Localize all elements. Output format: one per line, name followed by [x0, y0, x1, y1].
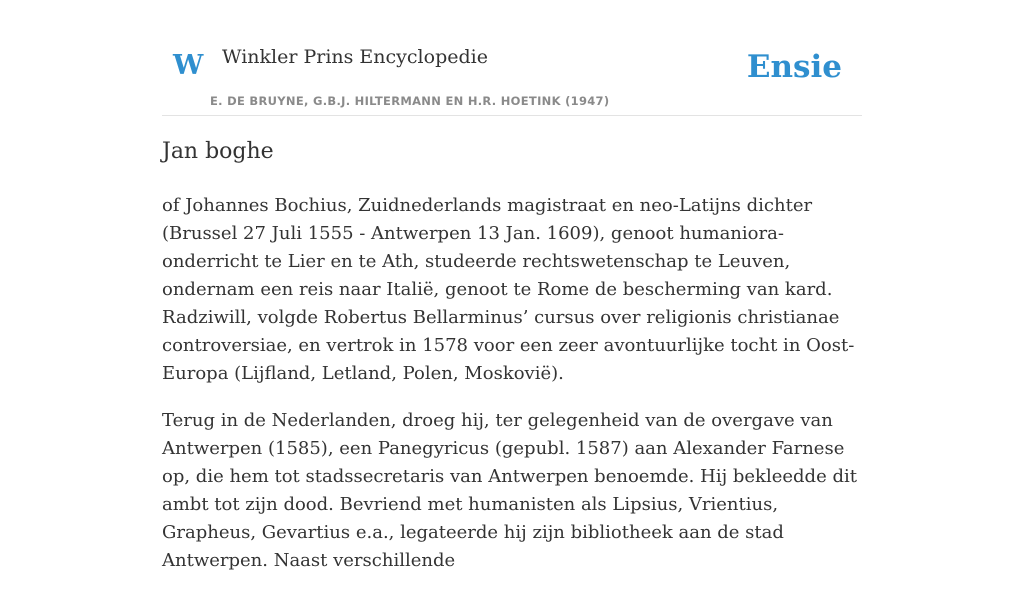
article-paragraph: of Johannes Bochius, Zuidnederlands magistraat en neo-Latijns dichter (Brussel 27 Juli 1555 - Antwerpen 13 Jan. 1609), genoot humaniora-onderricht te Lier en te Ath, studeerde rechtswetenschap te Leuven, ondernam een reis naar Italië, genoot te Rome de bescherming van kard. Radziwill, volgde Robertus Bellarminus’ cursus over religionis christianae controversiae, en vertrok in 1578 voor een zeer avontuurlijke tocht in Oost-Europa (Lijfland, Letland, Polen, Moskovië). [162, 195, 855, 384]
article-title: Jan boghe [162, 139, 274, 164]
ensie-logo-link[interactable]: Ensie [746, 49, 842, 85]
winkler-prins-logo-icon[interactable]: W [173, 50, 204, 81]
article-body [162, 192, 864, 594]
article-paragraph: Terug in de Nederlanden, droeg hij, ter gelegenheid van de overgave van Antwerpen (1585), een Panegyricus (gepubl. 1587) aan Alexander Farnese op, die hem tot stadssecretaris van Antwerpen benoemde. Hij bekleedde dit ambt tot zijn dood. Bevriend met humanisten als Lipsius, Vrientius, Grapheus, Gevartius e.a., legateerde hij zijn bibliotheek aan de stad Antwerpen. Naast verschillende [162, 410, 857, 571]
site-header [162, 30, 862, 116]
source-authors: E. DE BRUYNE, G.B.J. HILTERMANN EN H.R. HOETINK (1947) [210, 94, 610, 108]
source-title[interactable]: Winkler Prins Encyclopedie [222, 46, 488, 68]
